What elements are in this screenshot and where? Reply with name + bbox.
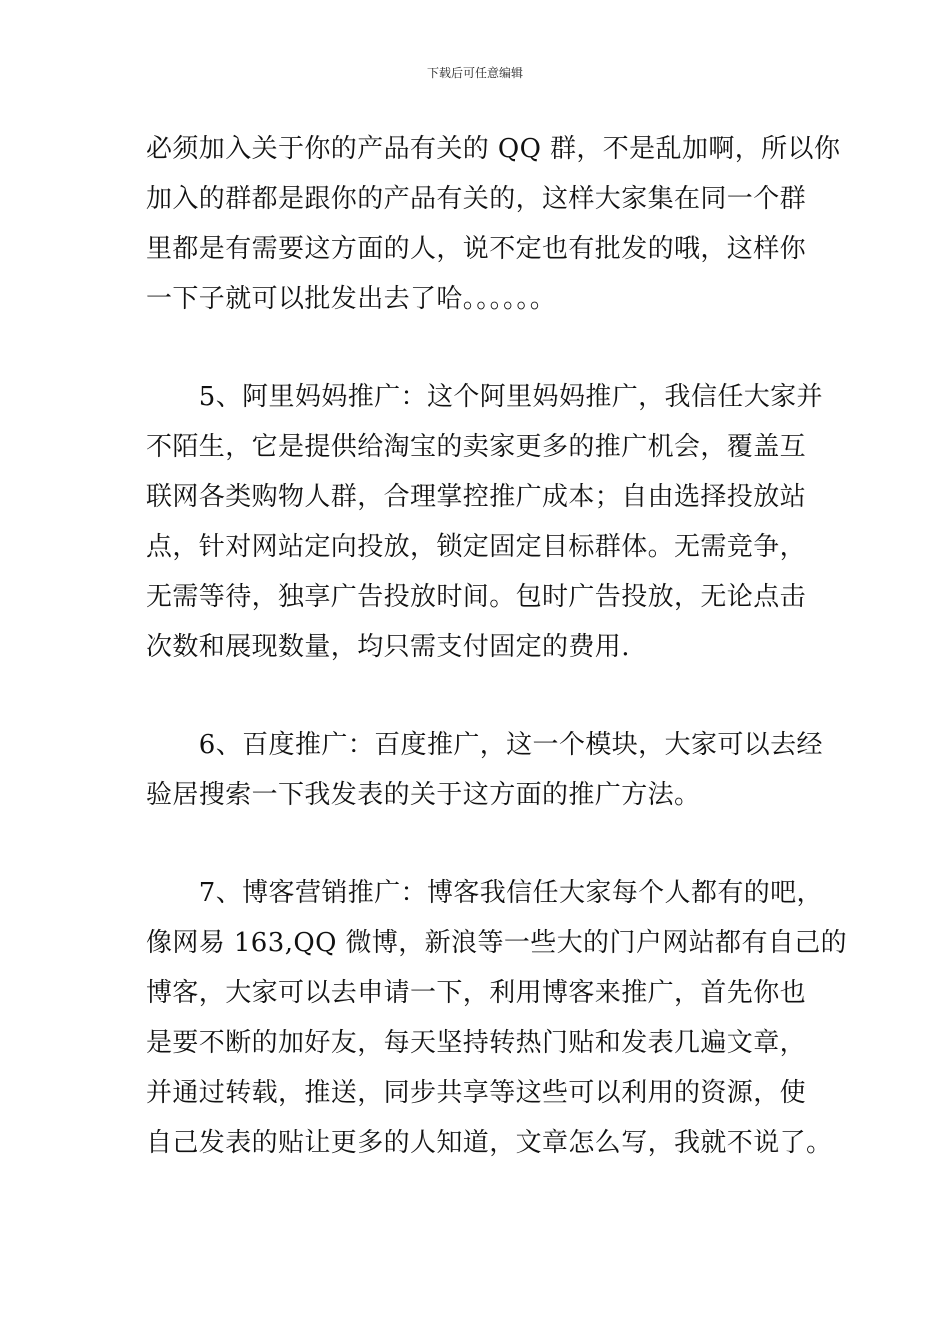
text-line: 是要不断的加好友，每天坚持转热门贴和发表几遍文章， [146, 1028, 807, 1058]
paragraph-blog-marketing [146, 868, 848, 1168]
text-line: 5、阿里妈妈推广：这个阿里妈妈推广，我信任大家并 [146, 382, 823, 412]
text-line: 6、百度推广：百度推广，这一个模块，大家可以去经 [146, 730, 823, 760]
text-line: 里都是有需要这方面的人，说不定也有批发的哦，这样你 [146, 234, 807, 264]
text-line: 联网各类购物人群，合理掌控推广成本；自由选择投放站 [146, 482, 807, 512]
text-line: 一下子就可以批发出去了哈。。。。。。 [146, 284, 557, 314]
text-line: 7、博客营销推广：博客我信任大家每个人都有的吧， [146, 878, 823, 908]
text-line: 次数和展现数量，均只需支付固定的费用. [146, 632, 630, 662]
text-line: 无需等待，独享广告投放时间。包时广告投放，无论点击 [146, 582, 807, 612]
text-line: 像网易 163,QQ 微博，新浪等一些大的门户网站都有自己的 [146, 928, 848, 958]
text-line: 并通过转载，推送，同步共享等这些可以利用的资源，使 [146, 1078, 807, 1108]
text-line: 自己发表的贴让更多的人知道，文章怎么写，我就不说了。 [146, 1128, 833, 1158]
text-line: 必须加入关于你的产品有关的 QQ 群，不是乱加啊，所以你 [146, 134, 841, 164]
text-line: 博客，大家可以去申请一下，利用博客来推广，首先你也 [146, 978, 807, 1008]
page-header: 下载后可任意编辑 [426, 66, 523, 80]
paragraph-baidu-promotion [146, 720, 826, 820]
text-line: 验居搜索一下我发表的关于这方面的推广方法。 [146, 780, 701, 810]
paragraph-alimama-promotion [146, 372, 826, 672]
paragraph-qq-group-continuation [146, 124, 841, 324]
text-line: 加入的群都是跟你的产品有关的，这样大家集在同一个群 [146, 184, 807, 214]
text-line: 点，针对网站定向投放，锁定固定目标群体。无需竞争， [146, 532, 807, 562]
text-line: 不陌生，它是提供给淘宝的卖家更多的推广机会，覆盖互 [146, 432, 807, 462]
